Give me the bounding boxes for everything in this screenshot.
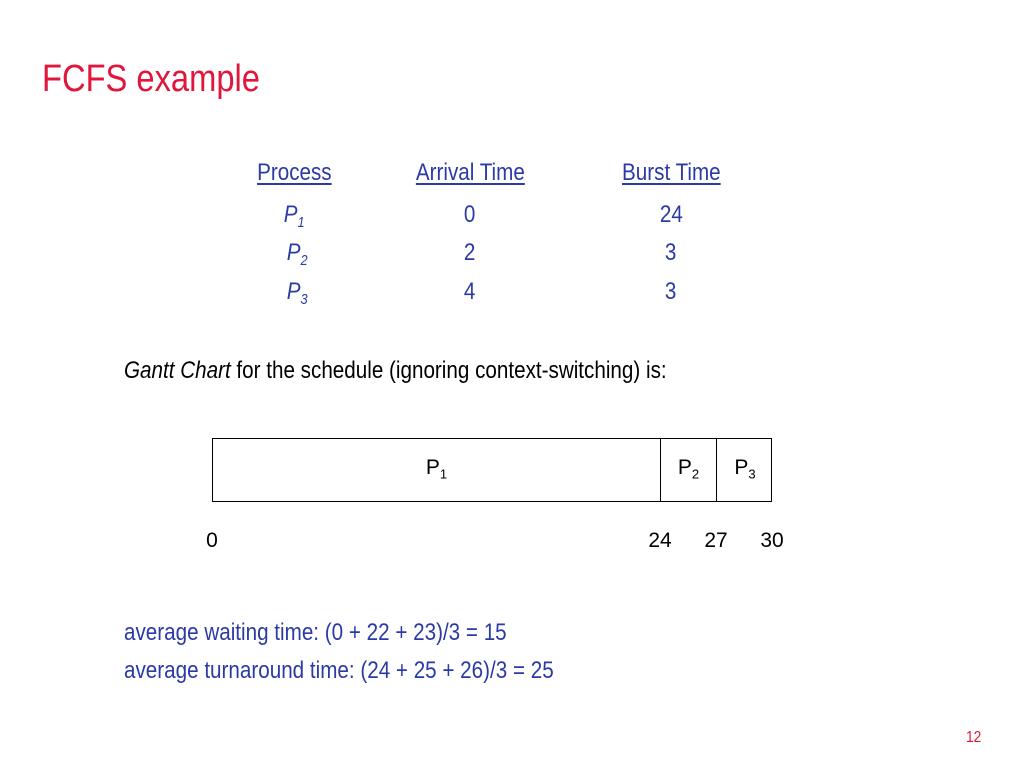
gantt-caption-text: for the schedule (ignoring context-switching) is: [230,357,667,384]
gantt-tick-0: 0 [206,529,218,552]
gantt-segment-p2 [661,439,717,501]
row-3-process: $P_3$ [286,278,308,309]
average-waiting-time: average waiting time: (0 + 22 + 23)/3 = 15 [124,619,507,646]
gantt-label-p1: $P_1$ [425,456,448,482]
gantt-tick-30: 30 [760,529,784,552]
gantt-tick-24: 24 [648,529,672,552]
gantt-label-p2: $P_2$ [677,456,700,482]
gantt-segment-p1 [213,439,661,501]
row-2-arrival: 2 [464,239,476,266]
header-arrival-time: Arrival Time [415,159,525,186]
row-1-burst: 24 [659,201,683,228]
page-number: 12 [966,729,982,746]
gantt-tick-27: 27 [704,529,728,552]
row-1-process: $P_1$ [283,201,305,232]
gantt-chart [212,438,772,502]
row-3-arrival: 4 [464,278,476,305]
gantt-caption [124,356,667,386]
row-1-arrival: 0 [464,201,476,228]
row-2-burst: 3 [665,239,677,266]
row-3-burst: 3 [665,278,677,305]
header-burst-time: Burst Time [621,159,721,186]
gantt-label-p3: $P_3$ [734,456,756,482]
average-turnaround-time: average turnaround time: (24 + 25 + 26)/3 = 25 [124,657,554,684]
row-2-process: $P_2$ [286,239,308,270]
gantt-caption-emphasis: Gantt Chart [124,357,231,384]
header-process: Process [256,159,332,186]
slide-title: FCFS example [42,58,260,100]
gantt-segment-p3 [717,439,773,501]
